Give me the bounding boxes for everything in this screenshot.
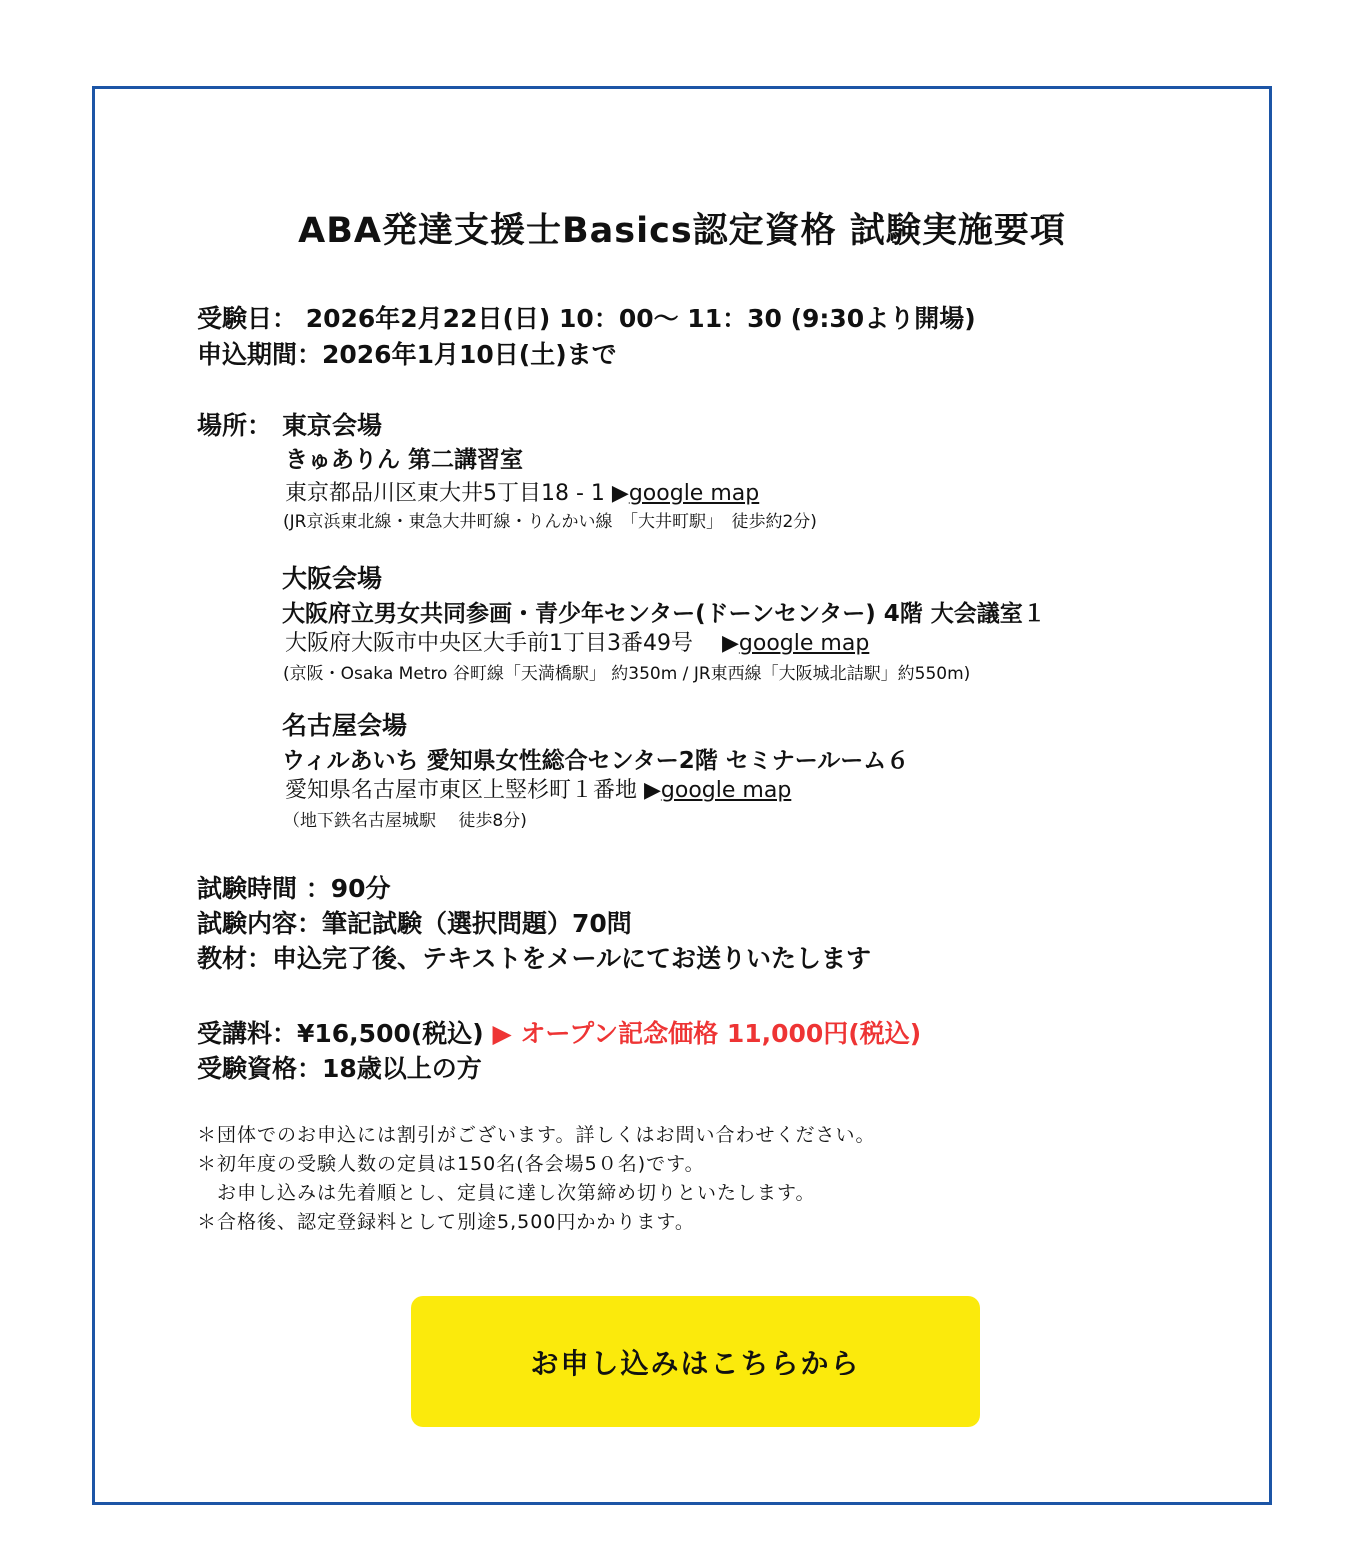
- apply-button[interactable]: お申し込みはこちらから: [411, 1296, 980, 1427]
- venue-tokyo-address: [285, 476, 759, 507]
- info-panel: [92, 86, 1272, 1505]
- play-arrow-icon: ▶: [644, 778, 661, 803]
- venue-tokyo-map-link[interactable]: google map: [628, 481, 760, 506]
- note-item: ＊団体でのお申込には割引がございます。詳しくはお問い合わせください。: [197, 1124, 876, 1146]
- venue-tokyo-facility: きゅありん 第二講習室: [285, 447, 524, 473]
- play-arrow-icon: ▶: [611, 481, 629, 506]
- note-item: ＊合格後、認定登録料として別途5,500円かかります。: [197, 1211, 695, 1233]
- venue-osaka-access: (京阪・Osaka Metro 谷町線「天満橋駅」 約350m / JR東西線「大阪城北詰駅」約550m): [283, 664, 971, 684]
- application-deadline: 申込期間：2026年1月10日(土)まで: [197, 340, 617, 369]
- venue-label: 場所：: [197, 411, 273, 440]
- venue-nagoya-access: （地下鉄名古屋城駅 徒歩8分): [283, 811, 527, 831]
- note-item: お申し込みは先着順とし、定員に達し次第締め切りといたします。: [197, 1182, 816, 1204]
- venue-nagoya-name: 名古屋会場: [282, 711, 408, 740]
- eligibility: 受験資格：18歳以上の方: [197, 1054, 482, 1083]
- venue-osaka-address: [285, 626, 869, 657]
- venue-nagoya-address: [285, 773, 791, 804]
- venue-tokyo-access: (JR京浜東北線・東急大井町線・りんかい線 「大井町駅」 徒歩約2分): [283, 512, 817, 532]
- venue-osaka-map-link[interactable]: google map: [738, 631, 870, 656]
- fee-regular: 受講料：¥16,500(税込): [197, 1019, 493, 1048]
- exam-content: 試験内容：筆記試験（選択問題）70問: [197, 909, 632, 938]
- exam-date: 受験日： 2026年2月22日(日) 10：00～ 11：30 (9:30より開場): [197, 304, 976, 333]
- venue-osaka-facility: 大阪府立男女共同参画・青少年センター(ドーンセンター) 4階 大会議室１: [282, 601, 1046, 627]
- venue-tokyo-name: 東京会場: [282, 411, 383, 440]
- note-item: ＊初年度の受験人数の定員は150名(各会場5０名)です。: [197, 1153, 705, 1175]
- venue-osaka-name: 大阪会場: [282, 564, 383, 593]
- exam-time: 試験時間 ：90分: [197, 874, 391, 903]
- venue-tokyo-address-text: 東京都品川区東大井5丁目18 - 1: [285, 481, 612, 506]
- page-title: ABA発達支援士Basics認定資格 試験実施要項: [298, 211, 1066, 251]
- materials: 教材：申込完了後、テキストをメールにてお送りいたします: [197, 944, 872, 973]
- venue-nagoya-map-link[interactable]: google map: [660, 778, 792, 803]
- venue-osaka-address-text: 大阪府大阪市中央区大手前1丁目3番49号: [285, 631, 715, 656]
- play-arrow-icon: ▶: [722, 631, 739, 656]
- venue-nagoya-address-text: 愛知県名古屋市東区上竪杉町１番地: [285, 778, 644, 803]
- fee: [197, 1014, 921, 1050]
- venue-nagoya-facility: ウィルあいち 愛知県女性総合センター2階 セミナールーム６: [282, 748, 910, 774]
- fee-promo: ▶ オープン記念価格 11,000円(税込): [492, 1019, 922, 1048]
